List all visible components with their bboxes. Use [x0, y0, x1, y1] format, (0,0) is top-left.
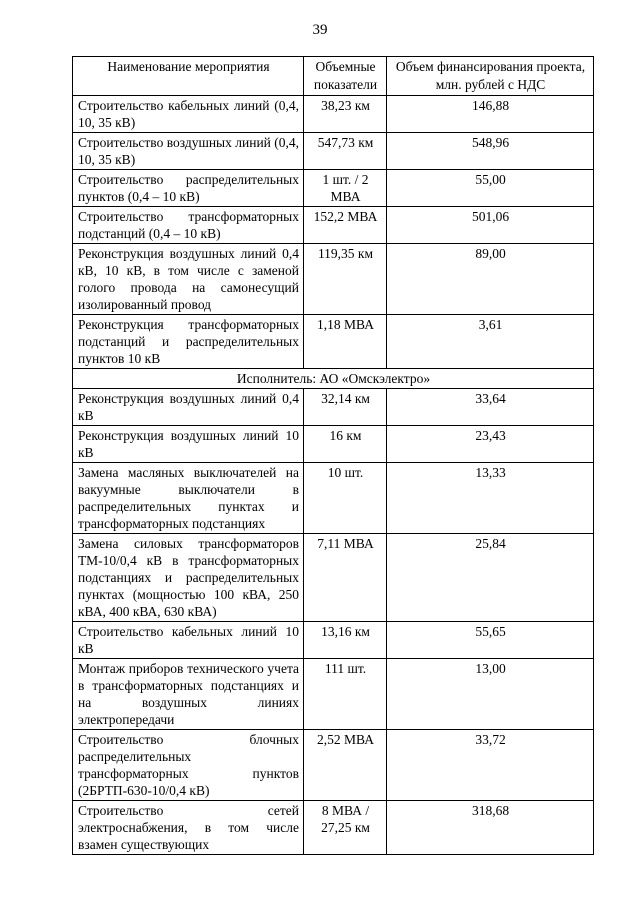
cell-volume: 7,11 МВА	[304, 534, 387, 622]
table-row	[73, 315, 594, 369]
table-row	[73, 534, 594, 622]
cell-volume: 13,16 км	[304, 622, 387, 659]
table-row	[73, 426, 594, 463]
table-row	[73, 463, 594, 534]
cell-financing: 3,61	[387, 315, 594, 369]
cell-volume: 32,14 км	[304, 389, 387, 426]
cell-volume: 16 км	[304, 426, 387, 463]
cell-name: Строительство воздушных линий (0,4, 10, 35 кВ)	[73, 133, 304, 170]
cell-financing: 318,68	[387, 801, 594, 855]
cell-name: Реконструкция трансформаторных подстанций и распределительных пунктов 10 кВ	[73, 315, 304, 369]
cell-name: Реконструкция воздушных линий 0,4 кВ	[73, 389, 304, 426]
page-number: 39	[312, 22, 328, 38]
cell-volume: 1 шт. / 2 МВА	[304, 170, 387, 207]
cell-volume: 10 шт.	[304, 463, 387, 534]
cell-name: Строительство трансформаторных подстанций (0,4 – 10 кВ)	[73, 207, 304, 244]
cell-volume: 119,35 км	[304, 244, 387, 315]
executor-label: Исполнитель: АО «Омскэлектро»	[73, 369, 594, 389]
table-row	[73, 622, 594, 659]
cell-financing: 501,06	[387, 207, 594, 244]
header-financing: Объем финансирования проекта, млн. рублей с НДС	[387, 57, 594, 96]
table-body-a	[73, 96, 594, 369]
cell-financing: 146,88	[387, 96, 594, 133]
cell-volume: 8 МВА / 27,25 км	[304, 801, 387, 855]
cell-financing: 33,72	[387, 730, 594, 801]
cell-volume: 152,2 МВА	[304, 207, 387, 244]
table-row	[73, 730, 594, 801]
table-row	[73, 389, 594, 426]
table-row	[73, 207, 594, 244]
executor-row	[73, 369, 594, 389]
cell-financing: 548,96	[387, 133, 594, 170]
cell-name: Строительство распределительных пунктов (0,4 – 10 кВ)	[73, 170, 304, 207]
table-row	[73, 133, 594, 170]
cell-name: Строительство кабельных линий (0,4, 10, 35 кВ)	[73, 96, 304, 133]
cell-name: Строительство сетей электроснабжения, в том числе взамен существующих	[73, 801, 304, 855]
cell-volume: 38,23 км	[304, 96, 387, 133]
cell-name: Реконструкция воздушных линий 0,4 кВ, 10 кВ, в том числе с заменой голого провода на самонесущий изолированный провод	[73, 244, 304, 315]
table-header-row	[73, 57, 594, 96]
cell-financing: 55,65	[387, 622, 594, 659]
cell-financing: 33,64	[387, 389, 594, 426]
cell-financing: 89,00	[387, 244, 594, 315]
cell-name: Строительство кабельных линий 10 кВ	[73, 622, 304, 659]
cell-volume: 1,18 МВА	[304, 315, 387, 369]
table-row	[73, 659, 594, 730]
cell-name: Монтаж приборов технического учета в трансформаторных подстанциях и на воздушных линиях электропередачи	[73, 659, 304, 730]
cell-financing: 13,00	[387, 659, 594, 730]
cell-volume: 111 шт.	[304, 659, 387, 730]
table-body-b	[73, 389, 594, 855]
cell-name: Строительство блочных распределительных трансформаторных пунктов (2БРТП-630-10/0,4 кВ)	[73, 730, 304, 801]
header-volume: Объемные показатели	[304, 57, 387, 96]
cell-volume: 547,73 км	[304, 133, 387, 170]
cell-name: Замена масляных выключателей на вакуумные выключатели в распределительных пунктах и трансформаторных подстанциях	[73, 463, 304, 534]
header-name: Наименование мероприятия	[73, 57, 304, 96]
cell-financing: 13,33	[387, 463, 594, 534]
financing-table	[72, 56, 594, 855]
cell-name: Замена силовых трансформаторов ТМ-10/0,4 кВ в трансформаторных подстанциях и распределительных пунктах (мощностью 100 кВА, 250 кВА, 400 кВА, 630 кВА)	[73, 534, 304, 622]
table-row	[73, 96, 594, 133]
cell-financing: 23,43	[387, 426, 594, 463]
cell-name: Реконструкция воздушных линий 10 кВ	[73, 426, 304, 463]
cell-volume: 2,52 МВА	[304, 730, 387, 801]
table-row	[73, 801, 594, 855]
table-row	[73, 170, 594, 207]
cell-financing: 55,00	[387, 170, 594, 207]
cell-financing: 25,84	[387, 534, 594, 622]
table-row	[73, 244, 594, 315]
